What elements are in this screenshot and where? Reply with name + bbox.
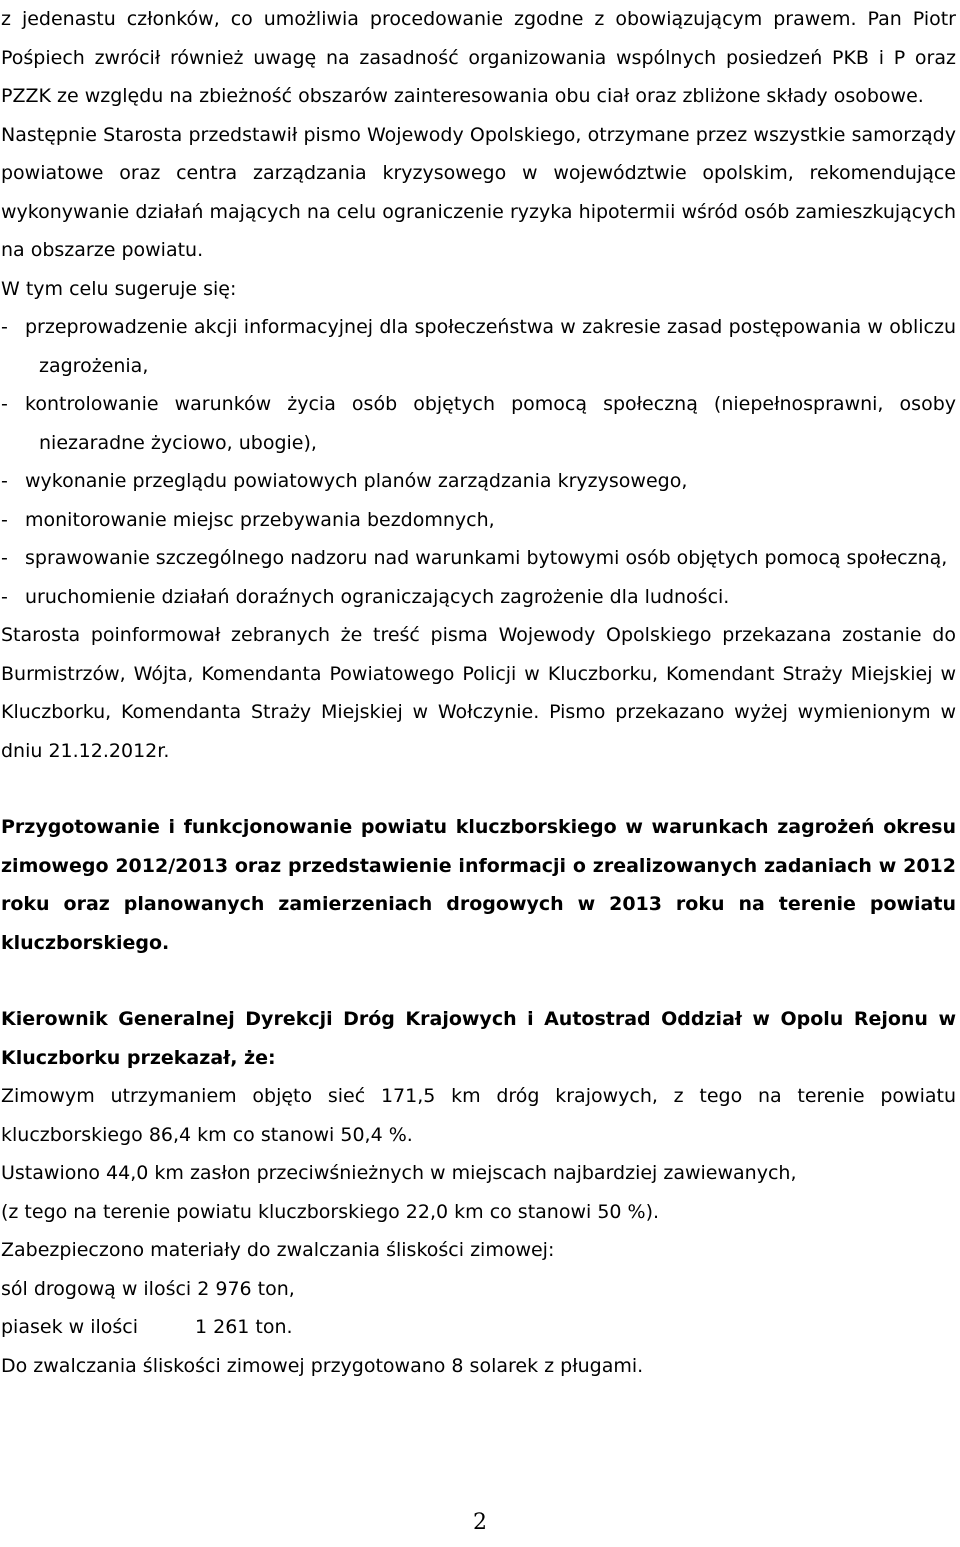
list-item: - przeprowadzenie akcji informacyjnej dla społeczeństwa w zakresie zasad postępowania w obliczu zagrożenia, <box>1 308 956 385</box>
section-heading-winter-preparation: Przygotowanie i funkcjonowanie powiatu kluczborskiego w warunkach zagrożeń okresu zimowego 2012/2013 oraz przedstawienie informacji o zrealizowanych zadaniach w 2012 roku oraz planowanych zamierzeniach drogowych w 2013 roku na terenie powiatu kluczborskiego. <box>1 816 956 954</box>
list-item: - monitorowanie miejsc przebywania bezdomnych, <box>1 501 956 540</box>
list-dash: - <box>1 470 8 492</box>
list-item: - uruchomienie działań doraźnych ograniczających zagrożenie dla ludności. <box>1 578 956 617</box>
paragraph-suggestions-intro: W tym celu sugeruje się: <box>1 277 237 300</box>
list-dash: - <box>1 547 8 569</box>
paragraph-salt: sól drogową w ilości 2 976 ton, <box>1 1277 295 1300</box>
paragraph-materials-intro: Zabezpieczono materiały do zwalczania śliskości zimowej: <box>1 1239 555 1261</box>
section-heading-gddkia-report: Kierownik Generalnej Dyrekcji Dróg Krajowych i Autostrad Oddział w Opolu Rejonu w Kluczborku przekazał, że: <box>1 1008 956 1069</box>
page-number: 2 <box>473 1510 487 1535</box>
recommendations-list <box>1 308 956 616</box>
list-dash: - <box>1 316 8 338</box>
list-item: - sprawowanie szczególnego nadzoru nad warunkami bytowymi osób objętych pomocą społeczną, <box>1 539 956 578</box>
paragraph-letter-forwarded: Starosta poinformował zebranych że treść pisma Wojewody Opolskiego przekazana zostanie do Burmistrzów, Wójta, Komendanta Powiatowego Policji w Kluczborku, Komendant Straży Miejskiej w Kluczborku, Komendanta Straży Miejskiej w Wołczynie. Pismo przekazano wyżej wymienionym w dniu 21.12.2012r. <box>1 624 956 762</box>
list-item: - wykonanie przeglądu powiatowych planów zarządzania kryzysowego, <box>1 462 956 501</box>
paragraph-continuation: z jedenastu członków, co umożliwia procedowanie zgodne z obowiązującym prawem. Pan Piotr Pośpiech zwrócił również uwagę na zasadność organizowania wspólnych posiedzeń PKB i P oraz PZZK ze względu na zbieżność obszarów zainteresowania obu ciał oraz zbliżone składy osobowe. <box>1 8 956 107</box>
paragraph-road-network: Zimowym utrzymaniem objęto sieć 171,5 km dróg krajowych, z tego na terenie powiatu kluczborskiego 86,4 km co stanowi 50,4 %. <box>1 1085 956 1146</box>
paragraph-wojewoda-letter: Następnie Starosta przedstawił pismo Wojewody Opolskiego, otrzymane przez wszystkie samorządy powiatowe oraz centra zarządzania kryzysowego w województwie opolskim, rekomendujące wykonywanie działań mających na celu ograniczenie ryzyka hipotermii wśród osób zamieszkujących na obszarze powiatu. <box>1 123 956 261</box>
paragraph-snow-fences-detail: (z tego na terenie powiatu kluczborskiego 22,0 km co stanowi 50 %). <box>1 1200 660 1223</box>
paragraph-sand <box>1 1308 956 1347</box>
list-dash: - <box>1 585 8 608</box>
sand-value: 1 261 ton. <box>195 1316 293 1338</box>
paragraph-spreaders: Do zwalczania śliskości zimowej przygotowano 8 solarek z pługami. <box>1 1354 644 1377</box>
sand-label: piasek w ilości <box>1 1316 138 1338</box>
list-item: - kontrolowanie warunków życia osób objętych pomocą społeczną (niepełnosprawni, osoby niezaradne życiowo, ubogie), <box>1 385 956 462</box>
list-dash: - <box>1 508 8 531</box>
paragraph-snow-fences: Ustawiono 44,0 km zasłon przeciwśnieżnych w miejscach najbardziej zawiewanych, <box>1 1162 797 1184</box>
list-dash: - <box>1 393 8 415</box>
